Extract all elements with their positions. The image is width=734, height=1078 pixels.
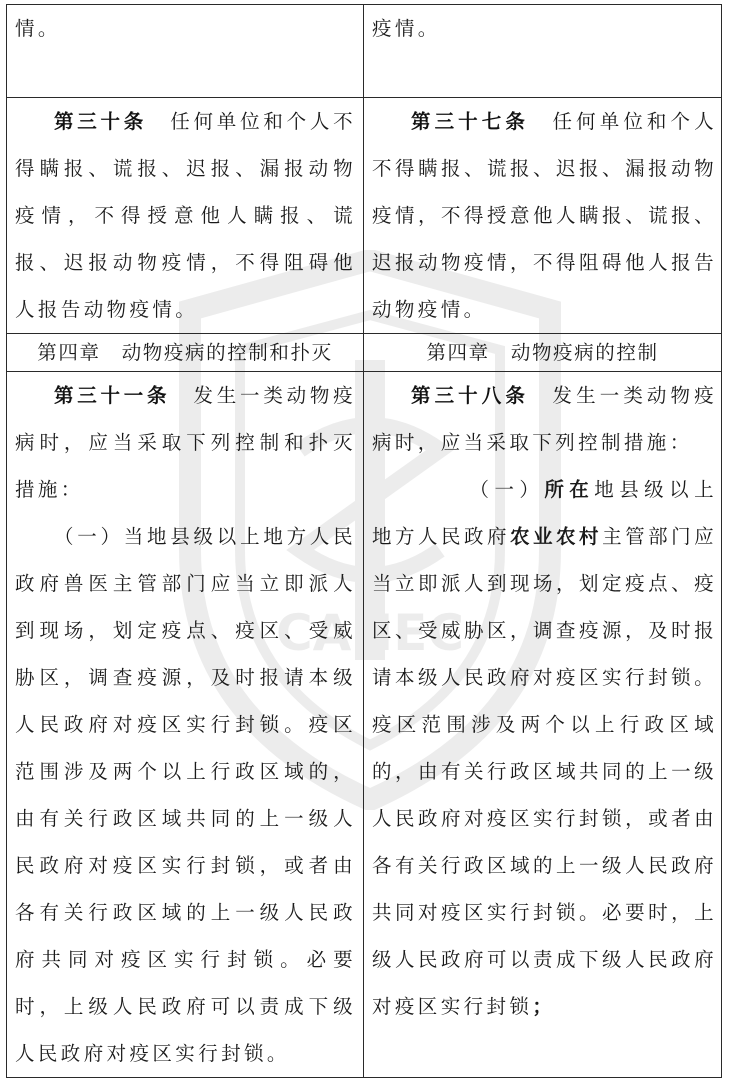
old-article-30 xyxy=(7,98,363,333)
article-intro-text: 发生一类动物疫病时，应当采取下列控制和扑灭措施： xyxy=(15,384,356,501)
watermark-text: CAHEC xyxy=(275,604,465,662)
article-text: 任何单位和个人不得瞒报、谎报、迟报、漏报动物疫情，不得授意他人瞒报、谎报、迟报动物疫情，不得阻碍他人报告动物疫情。 xyxy=(372,110,717,321)
item-text-mid: 地县级以上地方人民政府 xyxy=(372,478,717,548)
old-chapter-title: 第四章 动物疫病的控制和扑灭 xyxy=(37,341,333,364)
item-end-mark: ； xyxy=(532,995,556,1018)
article-item-1 xyxy=(372,466,717,1030)
new-article-38 xyxy=(364,372,721,1030)
comparison-table xyxy=(6,4,722,1078)
new-chapter-title: 第四章 动物疫病的控制 xyxy=(426,341,659,364)
item-prefix: （一） xyxy=(469,478,545,501)
article-number: 第三十一条 xyxy=(54,384,171,407)
table-row-top xyxy=(7,5,722,98)
item-text-rest: 主管部门应当立即派人到现场，划定疫点、疫区、受威胁区，调查疫源，及时报请本级人民政府对疫区实行封锁。疫区范围涉及两个以上行政区域的，由有关行政区域共同的上一级人民政府对疫区实行封锁，或者由各有关行政区域的上一级人民政府共同对疫区实行封锁。必要时，上级人民政府可以责成下级人民政府对疫区实行封锁 xyxy=(372,525,717,1018)
table-row-chapter xyxy=(7,334,722,372)
article-number: 第三十七条 xyxy=(411,110,529,133)
table-row-article-31 xyxy=(7,372,722,1078)
old-article-31 xyxy=(7,372,363,1077)
article-number: 第三十条 xyxy=(54,110,148,133)
prev-left-text: 情。 xyxy=(15,17,61,40)
article-item-1: （一）当地县级以上地方人民政府兽医主管部门应当立即派人到现场，划定疫点、疫区、受威胁区，调查疫源，及时报请本级人民政府对疫区实行封锁。疫区范围涉及两个以上行政区域的，由有关行政区域共同的上一级人民政府对疫区实行封锁，或者由各有关行政区域的上一级人民政府共同对疫区实行封锁。必要时，上级人民政府可以责成下级人民政府对疫区实行封锁。 xyxy=(15,525,356,1065)
new-article-37 xyxy=(364,98,721,333)
table-row-article-30 xyxy=(7,98,722,334)
article-intro xyxy=(15,372,356,513)
article-intro xyxy=(372,372,717,466)
highlight-suozai: 所在 xyxy=(544,478,595,501)
article-number: 第三十八条 xyxy=(411,384,529,407)
article-intro-text: 发生一类动物疫病时，应当采取下列控制措施： xyxy=(372,384,717,454)
prev-right-text: 疫情。 xyxy=(372,17,441,40)
article-text: 任何单位和个人不得瞒报、谎报、迟报、漏报动物疫情，不得授意他人瞒报、谎报、迟报动物疫情，不得阻碍他人报告动物疫情。 xyxy=(15,110,356,321)
highlight-nongye: 农业农村 xyxy=(510,525,603,548)
